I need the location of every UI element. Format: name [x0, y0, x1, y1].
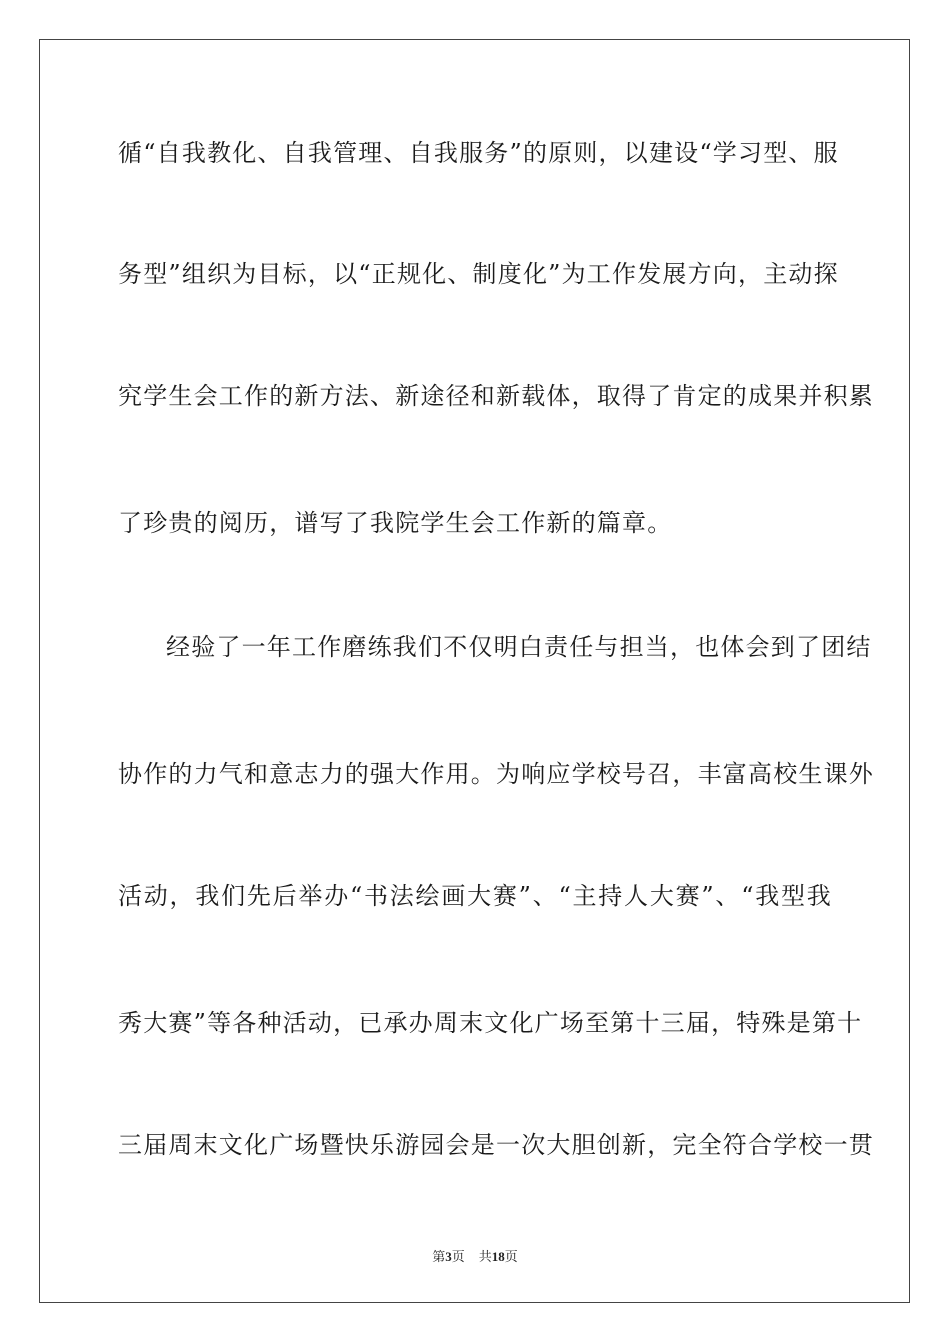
body-text-line-5: 经验了一年工作磨练我们不仅明白责任与担当，也体会到了团结 [166, 633, 872, 661]
total-pages: 18 [491, 1249, 505, 1264]
total-suffix: 页 [504, 1249, 518, 1264]
body-text-line-6: 协作的力气和意志力的强大作用。为响应学校号召，丰富高校生课外 [118, 760, 874, 788]
page-footer [0, 1248, 950, 1266]
page-prefix: 第 [432, 1249, 446, 1264]
body-text-line-2: 务型”组织为目标，以“正规化、制度化”为工作发展方向，主动探 [118, 260, 839, 288]
page-number: 3 [445, 1249, 452, 1264]
body-text-line-4: 了珍贵的阅历，谱写了我院学生会工作新的篇章。 [118, 509, 673, 537]
page-suffix: 页 [451, 1249, 465, 1264]
body-text-line-3: 究学生会工作的新方法、新途径和新载体，取得了肯定的成果并积累 [118, 382, 874, 410]
body-text-line-9: 三届周末文化广场暨快乐游园会是一次大胆创新，完全符合学校一贯 [118, 1131, 874, 1159]
body-text-line-1: 循“自我教化、自我管理、自我服务”的原则，以建设“学习型、服 [118, 139, 839, 167]
total-prefix: 共 [478, 1249, 492, 1264]
body-text-line-7: 活动，我们先后举办“书法绘画大赛”、“主持人大赛”、“我型我 [118, 882, 832, 910]
page-border [39, 39, 910, 1303]
body-text-line-8: 秀大赛”等各种活动，已承办周末文化广场至第十三届，特殊是第十 [118, 1009, 863, 1037]
